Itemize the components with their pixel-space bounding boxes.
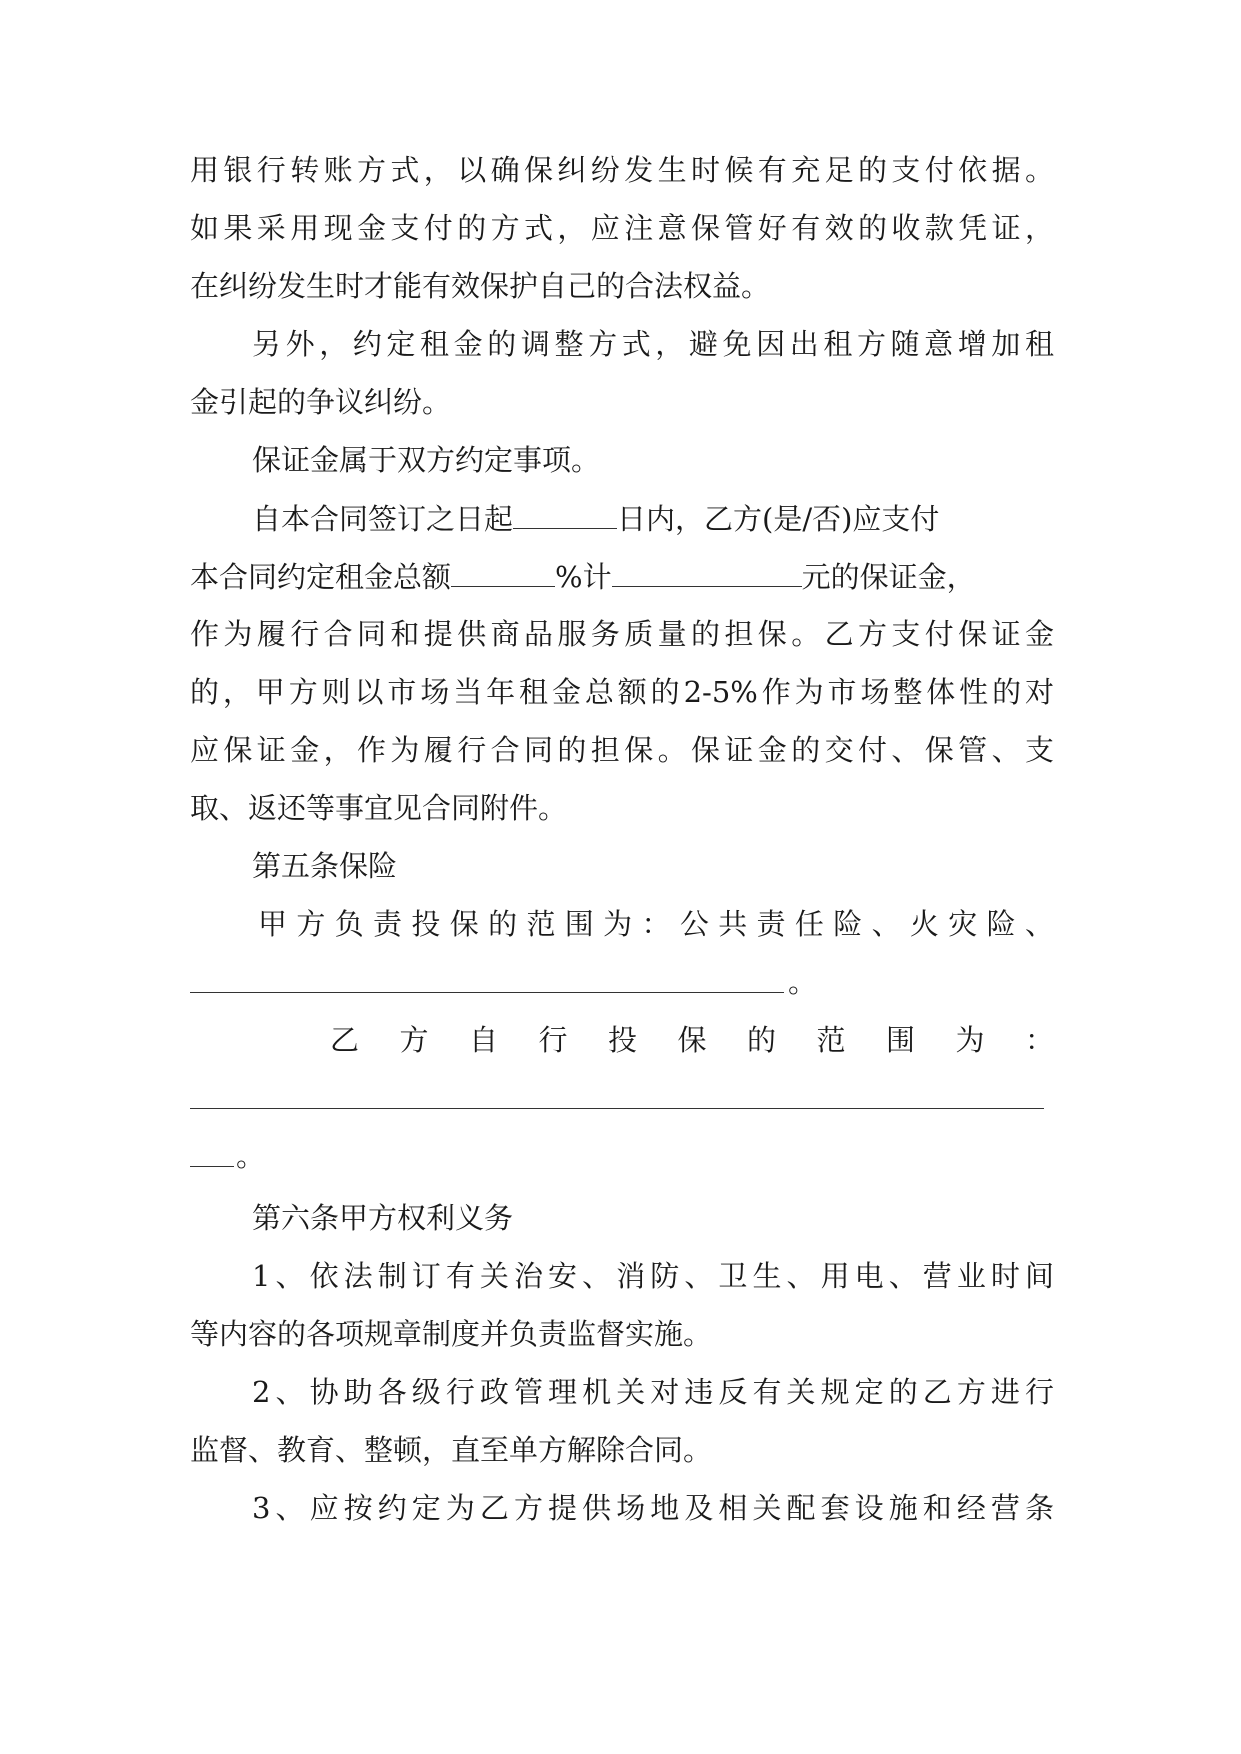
text-segment: 。 bbox=[236, 1139, 266, 1173]
section-heading: 第六条甲方权利义务 bbox=[252, 1201, 514, 1235]
text-line: 用银行转账方式，以确保纠纷发生时候有充足的支付依据。 bbox=[190, 153, 1054, 187]
deposit-amount-line bbox=[190, 556, 1054, 597]
text-line: 另外，约定租金的调整方式，避免因出租方随意增加租 bbox=[252, 327, 1054, 361]
text-line: 监督、教育、整顿，直至单方解除合同。 bbox=[190, 1433, 713, 1467]
fill-blank-insurance-a[interactable] bbox=[190, 992, 784, 993]
fill-blank-percent[interactable] bbox=[451, 556, 555, 587]
deposit-clause-line bbox=[252, 498, 1054, 539]
text-line: 1、依法制订有关治安、消防、卫生、用电、营业时间 bbox=[252, 1259, 1054, 1293]
text-line: 的，甲方则以市场当年租金总额的2-5%作为市场整体性的对 bbox=[190, 675, 1054, 709]
fill-blank-insurance-b-cont[interactable] bbox=[190, 1166, 234, 1167]
fill-blank-insurance-b[interactable] bbox=[190, 1108, 1044, 1109]
text-segment: 元的保证金， bbox=[801, 560, 976, 594]
text-line: 2、协助各级行政管理机关对违反有关规定的乙方进行 bbox=[252, 1375, 1054, 1409]
text-line: 取、返还等事宜见合同附件。 bbox=[190, 791, 568, 825]
text-segment: 自本合同签订之日起 bbox=[252, 502, 514, 536]
text-line: 甲方负责投保的范围为：公共责任险、火灾险、 bbox=[258, 907, 1054, 941]
fill-blank-days[interactable] bbox=[513, 498, 617, 529]
text-line: 作为履行合同和提供商品服务质量的担保。乙方支付保证金 bbox=[190, 617, 1054, 651]
text-line: 保证金属于双方约定事项。 bbox=[252, 443, 601, 477]
text-segment: 。 bbox=[788, 965, 818, 999]
text-line: 金引起的争议纠纷。 bbox=[190, 385, 452, 419]
text-segment: %计 bbox=[555, 560, 612, 594]
text-segment: 本合同约定租金总额 bbox=[190, 560, 452, 594]
text-line: 乙方自行投保的范围为： bbox=[330, 1023, 1054, 1057]
text-line: 应保证金，作为履行合同的担保。保证金的交付、保管、支 bbox=[190, 733, 1054, 767]
text-segment: 日内，乙方(是/否)应支付 bbox=[617, 502, 940, 536]
text-line: 如果采用现金支付的方式，应注意保管好有效的收款凭证， bbox=[190, 211, 1054, 245]
text-line: 在纠纷发生时才能有效保护自己的合法权益。 bbox=[190, 269, 771, 303]
fill-blank-amount[interactable] bbox=[612, 556, 802, 587]
text-line: 等内容的各项规章制度并负责监督实施。 bbox=[190, 1317, 713, 1351]
text-line: 3、应按约定为乙方提供场地及相关配套设施和经营条 bbox=[252, 1491, 1054, 1525]
section-heading: 第五条保险 bbox=[252, 849, 398, 883]
